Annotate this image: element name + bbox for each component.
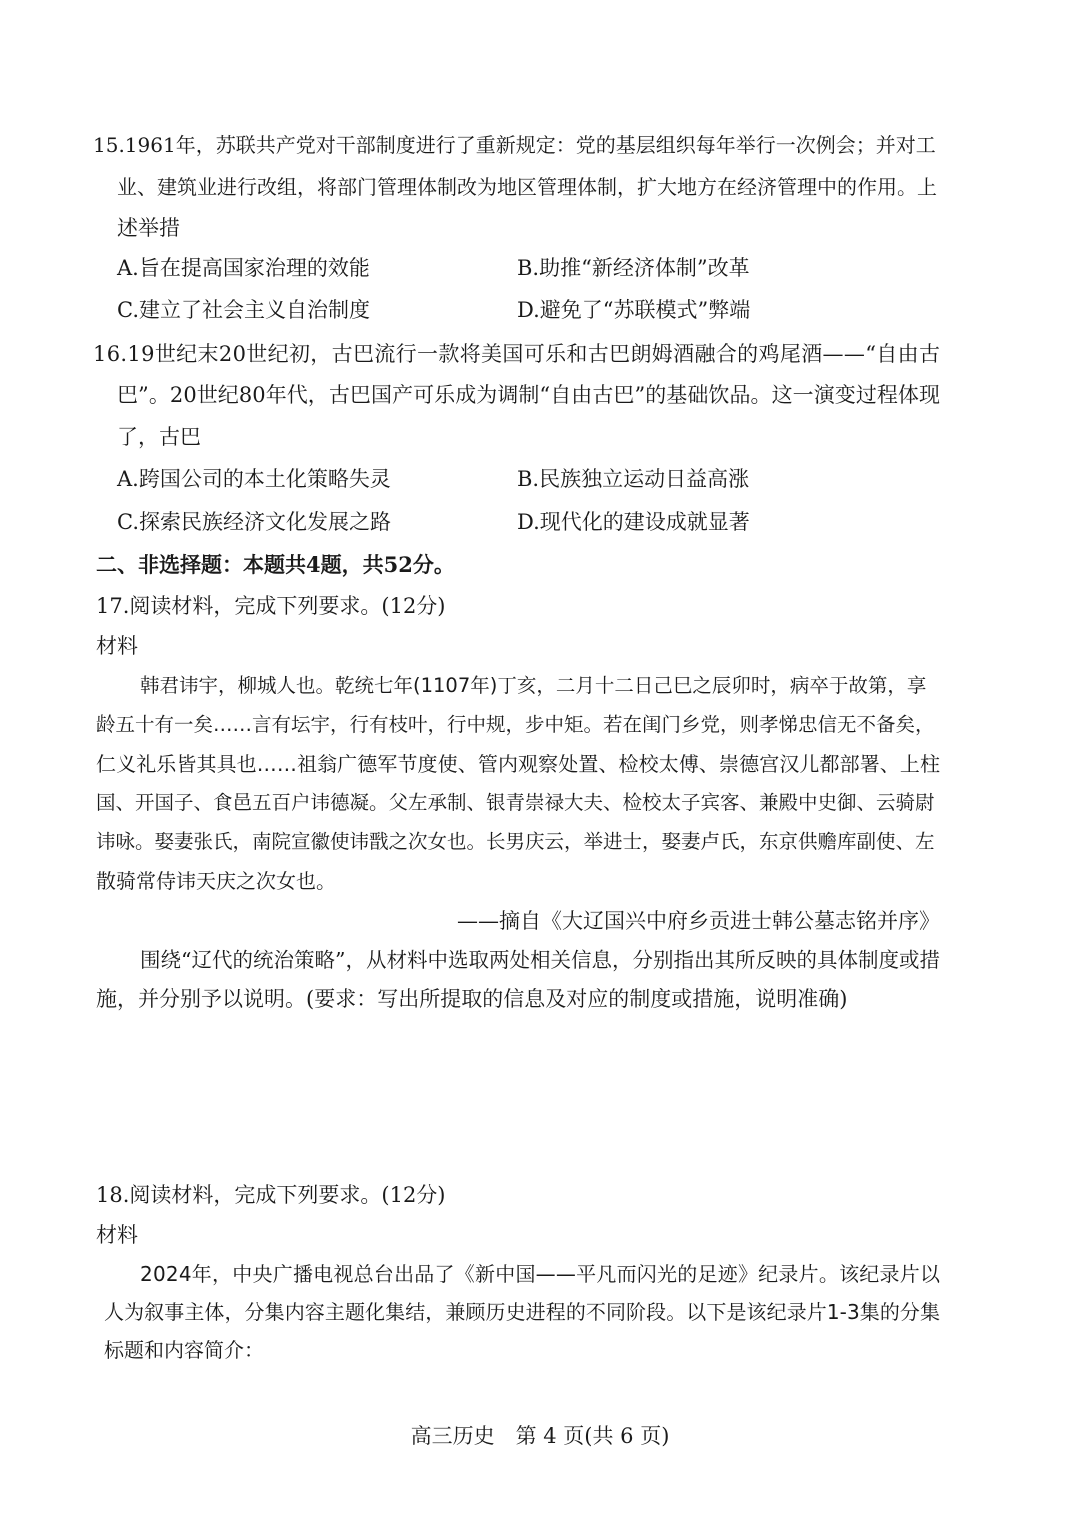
q15-stem-line-2: 业、建筑业进行改组，将部门管理体制改为地区管理体制，扩大地方在经济管理中的作用。上	[117, 175, 937, 199]
q18-material-line-3: 标题和内容简介：	[104, 1338, 264, 1362]
q17-source: ——摘自《大辽国兴中府乡贡进士韩公墓志铭并序》	[457, 909, 940, 933]
q15-stem-line-1: 15.1961年，苏联共产党对干部制度进行了重新规定：党的基层组织每年举行一次例会；并对工	[93, 133, 936, 157]
q17-title: 17.阅读材料，完成下列要求。(12分)	[96, 594, 446, 618]
q15-option-c: C.建立了社会主义自治制度	[117, 298, 370, 322]
q15-option-d: D.避免了“苏联模式”弊端	[517, 298, 751, 322]
q16-option-d: D.现代化的建设成就显著	[517, 510, 750, 534]
q18-material-line-2: 人为叙事主体，分集内容主题化集结，兼顾历史进程的不同阶段。以下是该纪录片1-3集的分集	[104, 1300, 941, 1324]
q16-option-a: A.跨国公司的本土化策略失灵	[117, 467, 391, 491]
q17-material-line-4: 国、开国子、食邑五百户讳德凝。父左承制、银青崇禄大夫、检校太子宾客、兼殿中史御、云骑尉	[96, 791, 935, 814]
q18-title: 18.阅读材料，完成下列要求。(12分)	[96, 1183, 446, 1207]
q16-option-c: C.探索民族经济文化发展之路	[117, 510, 391, 534]
q16-stem-line-2: 巴”。20世纪80年代，古巴国产可乐成为调制“自由古巴”的基础饮品。这一演变过程体现	[117, 383, 941, 407]
q17-material-line-5: 讳咏。娶妻张氏，南院宣徽使讳戬之次女也。长男庆云，举进士，娶妻卢氏，东京供赡库副使、左	[96, 830, 935, 853]
q15-option-b: B.助推“新经济体制”改革	[517, 256, 750, 280]
q16-stem-line-1: 16.19世纪末20世纪初，古巴流行一款将美国可乐和古巴朗姆酒融合的鸡尾酒——“自由古	[93, 342, 941, 366]
q16-option-b: B.民族独立运动日益高涨	[517, 467, 750, 491]
section-2-heading: 二、非选择题：本题共4题，共52分。	[96, 552, 455, 577]
q15-option-a: A.旨在提高国家治理的效能	[117, 256, 370, 280]
q17-task-line-1: 围绕“辽代的统治策略”，从材料中选取两处相关信息，分别指出其所反映的具体制度或措	[140, 948, 940, 972]
q18-material-line-1: 2024年，中央广播电视总台出品了《新中国——平凡而闪光的足迹》纪录片。该纪录片以	[140, 1262, 941, 1286]
q17-material-line-2: 龄五十有一矣……言有坛宇，行有枝叶，行中规，步中矩。若在闺门乡党，则孝悌忠信无不备矣，	[96, 713, 935, 736]
q17-material-line-6: 散骑常侍讳天庆之次女也。	[96, 869, 336, 893]
page-footer: 高三历史 第 4 页(共 6 页)	[410, 1424, 670, 1448]
q18-material-label: 材料	[96, 1223, 138, 1247]
q17-material-line-1: 韩君讳宇，柳城人也。乾统七年(1107年)丁亥，二月十二日己巳之辰卯时，病卒于故第，享	[140, 674, 927, 697]
q17-material-line-3: 仁义礼乐皆其具也……祖翁广德军节度使、管内观察处置、检校太傅、崇德宫汉儿都部署、上柱	[96, 752, 941, 776]
q17-material-label: 材料	[96, 634, 138, 658]
q17-task-line-2: 施，并分别予以说明。(要求：写出所提取的信息及对应的制度或措施，说明准确)	[96, 987, 848, 1011]
q16-stem-line-3: 了，古巴	[117, 425, 201, 449]
q15-stem-line-3: 述举措	[117, 216, 180, 240]
